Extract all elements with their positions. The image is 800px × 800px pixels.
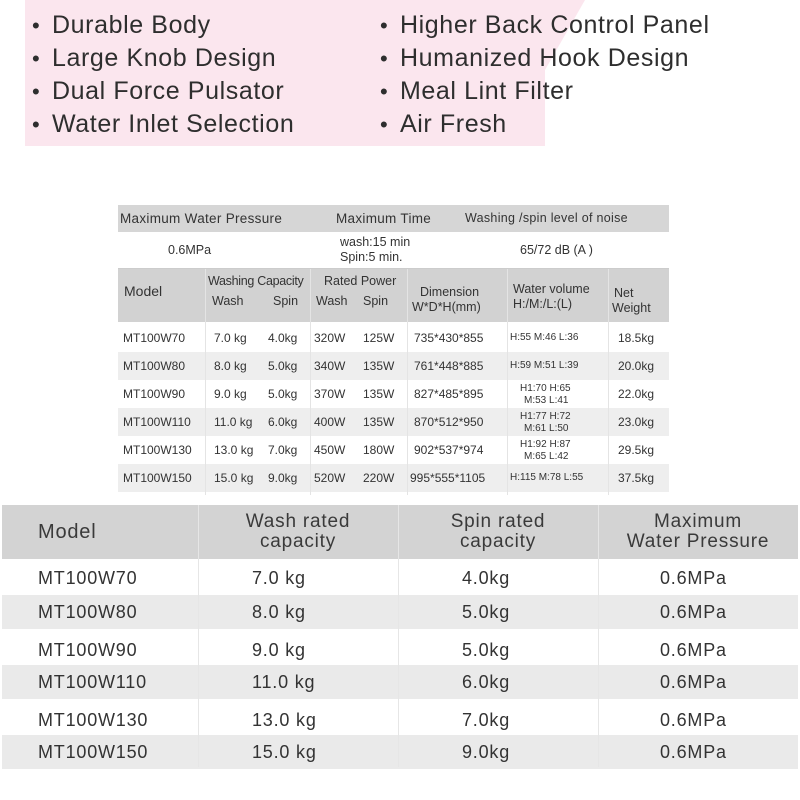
header-pressure-line1: Maximum <box>654 511 742 532</box>
cell-wash: 7.0 kg <box>252 568 306 588</box>
cell-pressure: 0.6MPa <box>660 640 727 660</box>
cell-model: MT100W90 <box>123 387 186 401</box>
cell-pressure: 0.6MPa <box>660 710 727 730</box>
column-divider <box>598 505 599 767</box>
cell-pressure: 0.6MPa <box>660 602 727 622</box>
cell-net: 18.5kg <box>618 331 655 345</box>
cell-water-line1: H1:77 H:72 <box>520 411 571 422</box>
cell-water: H:55 M:46 L:36 <box>510 332 579 343</box>
cell-wash: 15.0 kg <box>252 742 317 762</box>
column-divider <box>205 269 206 495</box>
cell-power-spin: 180W <box>363 443 395 457</box>
cell-model: MT100W80 <box>123 359 186 373</box>
feature-list-right <box>380 9 710 141</box>
header-spin-line2: capacity <box>459 531 537 552</box>
header-max-water-pressure <box>598 505 798 559</box>
cell-power-wash: 400W <box>314 415 346 429</box>
column-divider <box>407 269 408 495</box>
table-row <box>118 380 669 408</box>
cell-wash: 11.0 kg <box>214 415 253 429</box>
value-noise: 65/72 dB (A ) <box>520 243 593 257</box>
header-power-wash: Wash <box>316 294 348 308</box>
feature-item: • Water Inlet Selection <box>32 110 295 138</box>
cell-model: MT100W80 <box>38 602 138 622</box>
table-row <box>118 408 669 436</box>
header-rated-power: Rated Power <box>324 274 397 288</box>
cell-spin: 5.0kg <box>462 602 511 622</box>
header-wash-rated-capacity <box>198 505 398 559</box>
feature-item: • Dual Force Pulsator <box>32 77 285 105</box>
header-spin: Spin <box>273 294 299 308</box>
header-water-unit: H:/M:/L:(L) <box>513 297 573 311</box>
cell-spin: 5.0kg <box>462 640 511 660</box>
feature-item: • Higher Back Control Panel <box>380 11 710 39</box>
cell-net: 29.5kg <box>618 443 655 457</box>
feature-item: • Durable Body <box>32 11 211 39</box>
spec-column-header <box>118 269 669 322</box>
header-wash-line1: Wash rated <box>245 511 351 532</box>
cell-dimension: 827*485*895 <box>414 387 484 401</box>
cell-net: 37.5kg <box>618 471 655 485</box>
cell-dimension: 870*512*950 <box>414 415 484 429</box>
value-time-wash: wash:15 min <box>340 235 411 249</box>
feature-item: • Large Knob Design <box>32 44 277 72</box>
cell-model: MT100W70 <box>123 331 186 345</box>
cell-dimension: 761*448*885 <box>414 359 484 373</box>
cell-model: MT100W90 <box>38 640 138 660</box>
cell-net: 20.0kg <box>618 359 655 373</box>
table-row <box>2 561 798 595</box>
cell-spin: 5.0kg <box>268 359 298 373</box>
feature-item: • Humanized Hook Design <box>380 44 690 72</box>
cell-power-wash: 520W <box>314 471 346 485</box>
feature-item: • Meal Lint Filter <box>380 77 574 105</box>
cell-dimension: 735*430*855 <box>414 331 484 345</box>
cell-model: MT100W150 <box>123 471 192 485</box>
summary-header <box>2 505 798 559</box>
cell-wash: 15.0 kg <box>214 471 254 485</box>
cell-power-spin: 135W <box>363 359 395 373</box>
cell-wash: 8.0 kg <box>252 602 306 622</box>
cell-water-line2: M:53 L:41 <box>524 395 569 406</box>
column-divider <box>198 505 199 767</box>
table-row <box>118 464 669 492</box>
header-water-volume: Water volume <box>513 282 590 296</box>
cell-spin: 4.0kg <box>462 568 511 588</box>
column-divider <box>398 505 399 767</box>
cell-pressure: 0.6MPa <box>660 742 727 762</box>
table-row <box>2 665 798 699</box>
spec-top-values <box>118 234 669 269</box>
header-max-time: Maximum Time <box>336 211 432 226</box>
cell-net: 22.0kg <box>618 387 655 401</box>
cell-power-wash: 370W <box>314 387 346 401</box>
feature-item: • Air Fresh <box>380 110 507 138</box>
header-wash-line2: capacity <box>259 531 337 552</box>
value-time-spin: Spin:5 min. <box>340 250 403 264</box>
header-model: Model <box>124 283 163 299</box>
header-spin-line1: Spin rated <box>450 511 546 532</box>
table-row <box>2 595 798 629</box>
header-washing-capacity: Washing Capacity <box>208 274 304 288</box>
cell-wash: 13.0 kg <box>252 710 317 730</box>
table-row <box>118 324 669 352</box>
cell-spin: 7.0kg <box>268 443 298 457</box>
cell-spin: 5.0kg <box>268 387 298 401</box>
cell-water-line2: M:61 L:50 <box>524 423 569 434</box>
spec-top-header <box>118 205 669 232</box>
header-power-spin: Spin <box>363 294 389 308</box>
cell-net: 23.0kg <box>618 415 655 429</box>
cell-power-spin: 135W <box>363 387 395 401</box>
feature-list-left <box>32 9 294 141</box>
cell-model: MT100W130 <box>123 443 192 457</box>
cell-water-line1: H1:92 H:87 <box>520 439 571 450</box>
header-max-pressure: Maximum Water Pressure <box>120 211 283 226</box>
cell-wash: 9.0 kg <box>252 640 306 660</box>
cell-spin: 9.0kg <box>462 742 511 762</box>
header-noise: Washing /spin level of noise <box>465 211 628 225</box>
header-pressure-line2: Water Pressure <box>626 531 770 552</box>
header-net-weight: Weight <box>612 301 651 315</box>
table-row <box>2 699 798 735</box>
cell-water: H:115 M:78 L:55 <box>510 472 584 483</box>
cell-dimension: 902*537*974 <box>414 443 484 457</box>
header-net: Net <box>614 286 634 300</box>
cell-wash: 13.0 kg <box>214 443 254 457</box>
cell-power-wash: 450W <box>314 443 346 457</box>
table-row <box>2 629 798 665</box>
cell-wash: 11.0 kg <box>252 672 316 692</box>
cell-spin: 7.0kg <box>462 710 511 730</box>
cell-spin: 6.0kg <box>462 672 511 692</box>
cell-model: MT100W130 <box>38 710 149 730</box>
cell-power-wash: 320W <box>314 331 346 345</box>
cell-model: MT100W110 <box>38 672 147 692</box>
cell-water: H:59 M:51 L:39 <box>510 360 579 371</box>
cell-pressure: 0.6MPa <box>660 672 727 692</box>
header-dimension-unit: W*D*H(mm) <box>412 300 481 314</box>
cell-power-spin: 125W <box>363 331 395 345</box>
table-row <box>118 352 669 380</box>
cell-spin: 6.0kg <box>268 415 298 429</box>
cell-power-spin: 220W <box>363 471 395 485</box>
cell-dimension: 995*555*1105 <box>410 471 486 485</box>
cell-water-line2: M:65 L:42 <box>524 451 569 462</box>
header-dimension: Dimension <box>420 285 480 299</box>
value-max-pressure: 0.6MPa <box>168 243 212 257</box>
table-row <box>2 735 798 769</box>
cell-power-spin: 135W <box>363 415 395 429</box>
column-divider <box>608 269 609 495</box>
cell-model: MT100W70 <box>38 568 138 588</box>
cell-power-wash: 340W <box>314 359 346 373</box>
cell-spin: 9.0kg <box>268 471 298 485</box>
header-model: Model <box>38 521 97 543</box>
cell-wash: 9.0 kg <box>214 387 247 401</box>
header-spin-rated-capacity <box>398 505 598 559</box>
column-divider <box>507 269 508 495</box>
cell-wash: 7.0 kg <box>214 331 247 345</box>
table-row <box>118 436 669 464</box>
cell-model: MT100W150 <box>38 742 149 762</box>
column-divider <box>310 269 311 495</box>
cell-spin: 4.0kg <box>268 331 298 345</box>
header-wash: Wash <box>212 294 244 308</box>
cell-model: MT100W110 <box>123 415 191 429</box>
cell-pressure: 0.6MPa <box>660 568 727 588</box>
cell-water-line1: H1:70 H:65 <box>520 383 571 394</box>
cell-wash: 8.0 kg <box>214 359 247 373</box>
